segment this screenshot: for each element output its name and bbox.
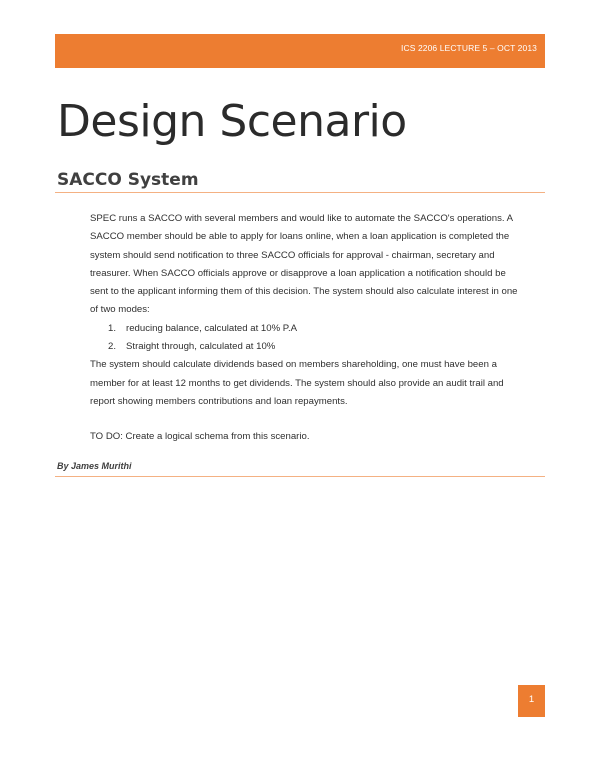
header-band (55, 34, 545, 68)
scenario-body (90, 210, 520, 447)
list-item (90, 338, 520, 356)
header-text: ICS 2206 LECTURE 5 – OCT 2013 (401, 43, 537, 53)
page-title: Design Scenario (57, 96, 407, 147)
author-byline: By James Murithi (57, 461, 132, 471)
scenario-paragraph-2: The system should calculate dividends based on members shareholding, one must have been a member for at least 12 months to get dividends. The system should also provide an audit trail and report showing members contributions and loan repayments. (90, 359, 504, 407)
list-item-number: 1. (108, 322, 117, 334)
interest-modes-list (90, 320, 520, 357)
list-item (90, 320, 520, 338)
page-number: 1 (528, 694, 535, 705)
page-number-box (518, 685, 545, 717)
author-divider (55, 476, 545, 477)
subtitle-divider (55, 192, 545, 193)
list-item-text: Straight through, calculated at 10% (126, 341, 276, 353)
scenario-paragraph-1: SPEC runs a SACCO with several members and would like to automate the SACCO's operations. A SACCO member should be able to apply for loans online, when a loan application is completed the system should send notification to three SACCO officials for approval - chairman, secretary and treasurer. When SACCO officials approve or disapprove a loan application a notification should be sent to the applicant informing them of this decision. The system should also calculate interest in one of two modes: (90, 213, 518, 316)
section-subtitle: SACCO System (57, 170, 199, 190)
list-item-number: 2. (108, 341, 117, 353)
list-item-text: reducing balance, calculated at 10% P.A (126, 322, 298, 334)
todo-note: TO DO: Create a logical schema from this scenario. (90, 431, 310, 443)
